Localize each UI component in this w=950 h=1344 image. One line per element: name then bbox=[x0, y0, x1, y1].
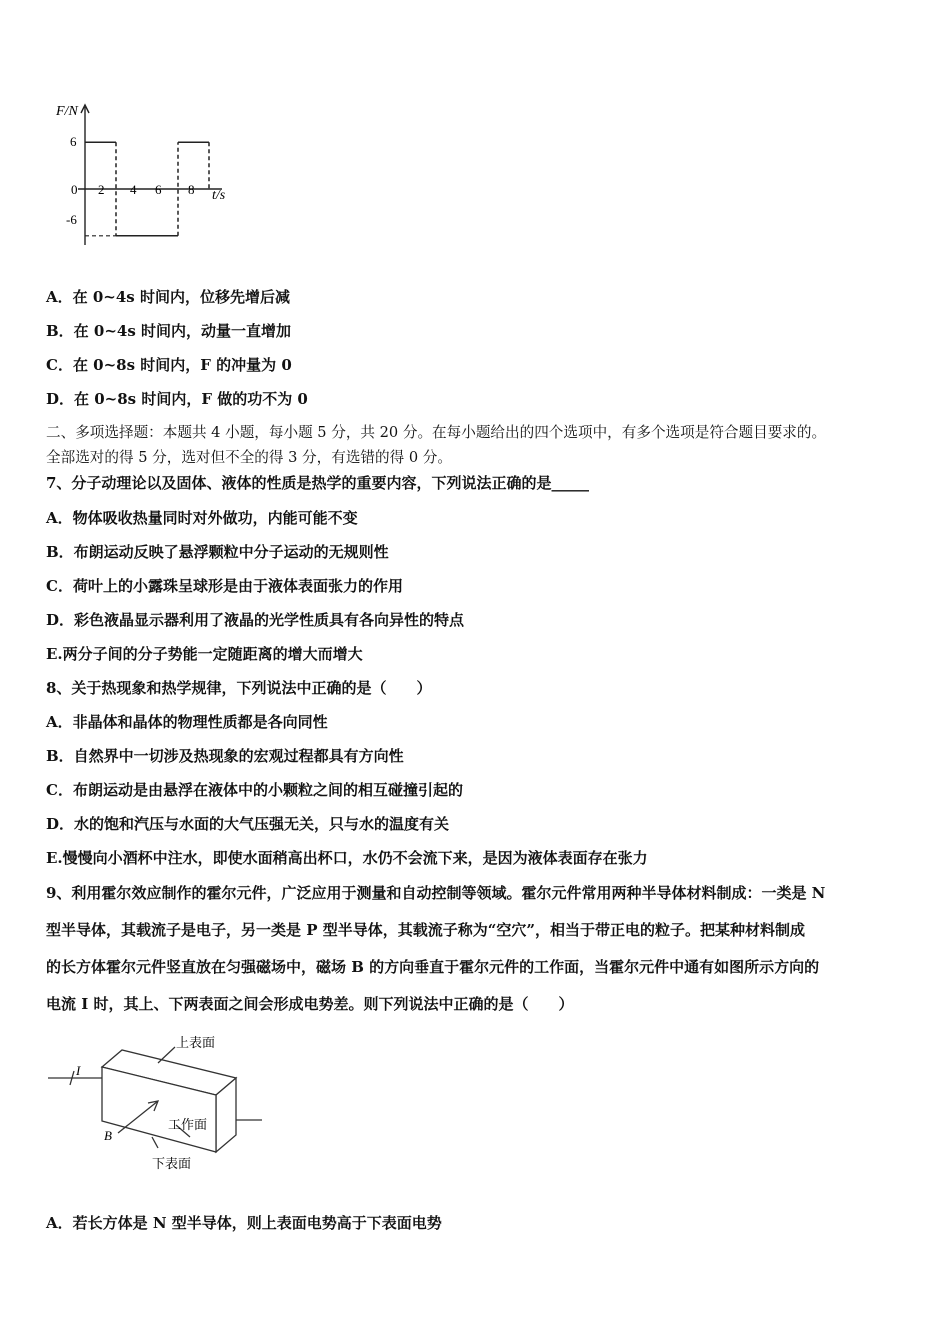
y-axis-label: F/N bbox=[56, 104, 78, 119]
q7-option-d: D．彩色液晶显示器利用了液晶的光学性质具有各向异性的特点 bbox=[46, 611, 465, 629]
y-tick-0: 0 bbox=[71, 182, 78, 197]
q9-stem-line1: 9、利用霍尔效应制作的霍尔元件，广泛应用于测量和自动控制等领域。霍尔元件常用两种半导体材料制成：一类是 N bbox=[46, 884, 826, 902]
y-tick-6: 6 bbox=[70, 134, 77, 149]
q8-option-a: A．非晶体和晶体的物理性质都是各向同性 bbox=[46, 713, 328, 731]
q7-option-b: B．布朗运动反映了悬浮颗粒中分子运动的无规则性 bbox=[46, 543, 389, 561]
y-tick-neg6: -6 bbox=[66, 212, 77, 227]
q7-option-e: E.两分子间的分子势能一定随距离的增大而增大 bbox=[46, 645, 363, 663]
q8-option-d: D．水的饱和汽压与水面的大气压强无关，只与水的温度有关 bbox=[46, 815, 450, 833]
x-tick-6: 6 bbox=[155, 182, 162, 197]
x-tick-8: 8 bbox=[188, 182, 195, 197]
q8-option-c: C．布朗运动是由悬浮在液体中的小颗粒之间的相互碰撞引起的 bbox=[46, 781, 463, 799]
q6-option-d: D．在 0~8s 时间内，F 做的功不为 0 bbox=[46, 390, 308, 408]
q6-option-a: A．在 0~4s 时间内，位移先增后减 bbox=[46, 288, 290, 306]
q7-option-c: C．荷叶上的小露珠呈球形是由于液体表面张力的作用 bbox=[46, 577, 403, 595]
work-surface-label: 工作面 bbox=[168, 1117, 208, 1132]
q9-stem-line4: 电流 I 时，其上、下两表面之间会形成电势差。则下列说法中正确的是（ ） bbox=[46, 995, 574, 1013]
q7-option-a: A．物体吸收热量同时对外做功，内能可能不变 bbox=[46, 509, 358, 527]
q6-option-b: B．在 0~4s 时间内，动量一直增加 bbox=[46, 322, 292, 340]
x-tick-4: 4 bbox=[130, 182, 137, 197]
section2-heading-line1: 二、多项选择题：本题共 4 小题，每小题 5 分，共 20 分。在每小题给出的四个选项中，有多个选项是符合题目要求的。 bbox=[46, 424, 827, 441]
q8-stem: 8、关于热现象和热学规律，下列说法中正确的是（ ） bbox=[46, 679, 432, 697]
q8-option-b: B．自然界中一切涉及热现象的宏观过程都具有方向性 bbox=[46, 747, 404, 765]
q9-stem-line2: 型半导体，其载流子是电子，另一类是 P 型半导体，其载流子称为“空穴”，相当于带正电的粒子。把某种材料制成 bbox=[46, 921, 805, 939]
top-surface-label: 上表面 bbox=[176, 1035, 216, 1050]
current-label: I bbox=[76, 1063, 81, 1078]
q9-stem-line3: 的长方体霍尔元件竖直放在匀强磁场中，磁场 B 的方向垂直于霍尔元件的工作面，当霍尔元件中通有如图所示方向的 bbox=[46, 958, 820, 976]
field-label: B bbox=[104, 1128, 112, 1143]
q9-option-a: A．若长方体是 N 型半导体，则上表面电势高于下表面电势 bbox=[46, 1214, 442, 1232]
q8-option-e: E.慢慢向小酒杯中注水，即使水面稍高出杯口，水仍不会流下来，是因为液体表面存在张力 bbox=[46, 849, 648, 867]
force-time-graph bbox=[50, 95, 250, 255]
q7-stem: 7、分子动理论以及固体、液体的性质是热学的重要内容，下列说法正确的是_____ bbox=[46, 474, 589, 492]
x-tick-2: 2 bbox=[98, 182, 105, 197]
x-axis-label: t/s bbox=[212, 188, 226, 203]
q6-option-c: C．在 0~8s 时间内，F 的冲量为 0 bbox=[46, 356, 292, 374]
bottom-surface-label: 下表面 bbox=[152, 1156, 192, 1171]
hall-element-diagram bbox=[40, 1025, 280, 1175]
section2-heading-line2: 全部选对的得 5 分，选对但不全的得 3 分，有选错的得 0 分。 bbox=[46, 449, 452, 466]
